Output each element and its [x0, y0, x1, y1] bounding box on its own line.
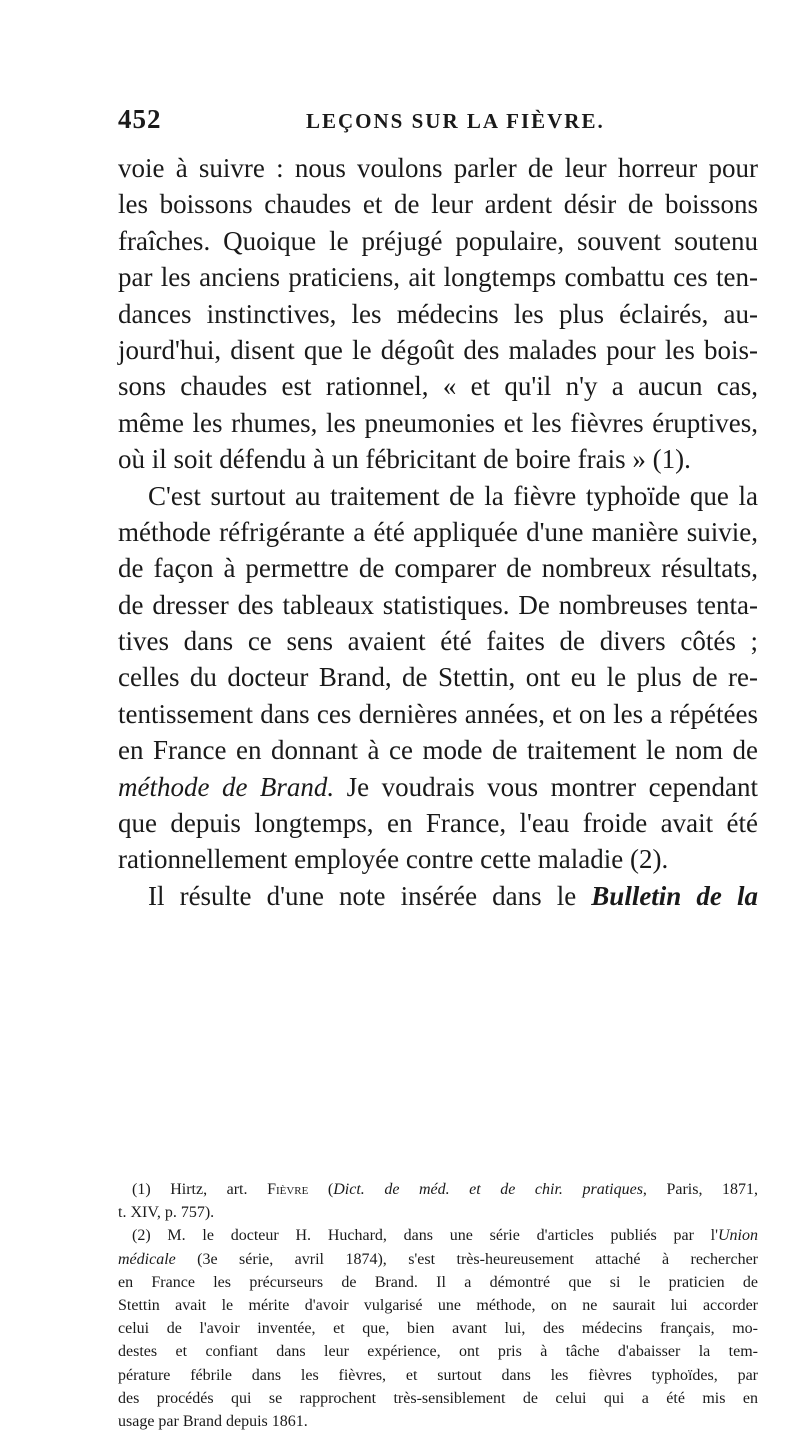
text-line: de dresser des tableaux statistiques. De nombreuses tenta-: [118, 589, 758, 620]
footnote-line: des procédés qui se rapprochent très-sensiblement de celui qui a été mis en: [118, 1389, 758, 1407]
text-line: jourd'hui, disent que le dégoût des malades pour les bois-: [118, 334, 758, 365]
footnote-line: [118, 1248, 758, 1271]
footnote-1: [118, 1178, 758, 1201]
text-fragment: (2) M. le docteur H. Huchard, dans une série d'articles publiés par l': [132, 1227, 718, 1245]
text-line: que depuis longtemps, en France, l'eau froide avait été: [118, 808, 758, 839]
text-line: sons chaudes est rationnel, « et qu'il n'y a aucun cas,: [118, 371, 758, 402]
footnote-line: Stettin avait le mérite d'avoir vulgarisé une méthode, on ne saurait lui accorder: [118, 1296, 758, 1314]
footnote-line: destes et confiant dans leur expérience, ont pris à tâche d'abaisser la tem-: [118, 1343, 758, 1361]
text-fragment: (3e série, avril 1874), s'est très-heureusement attaché à rechercher: [175, 1250, 758, 1268]
text-line: où il soit défendu à un fébricitant de boire frais » (1).: [118, 444, 691, 475]
journal-title-cont: médicale: [118, 1250, 176, 1268]
journal-title: Union: [718, 1227, 758, 1245]
text-line: dances instinctives, les médecins les plus éclairés, au-: [118, 298, 758, 329]
text-fragment: , Paris, 1871,: [642, 1181, 759, 1198]
footnote-line: pérature fébrile dans les fièvres, et surtout dans les fièvres typhoïdes, par: [118, 1366, 758, 1384]
footnote-line: en France les précurseurs de Brand. Il a démontré que si le praticien de: [118, 1273, 758, 1291]
text-line: en France en donnant à ce mode de traitement le nom de: [118, 735, 758, 766]
footnote-2: [118, 1224, 758, 1247]
footnote-line: celui de l'avoir inventée, et que, bien avant lui, des médecins français, mo-: [118, 1320, 758, 1338]
text-fragment: (: [308, 1181, 334, 1198]
text-line: rationnellement employée contre cette maladie (2).: [118, 844, 669, 875]
running-title: LEÇONS SUR LA FIÈVRE.: [306, 109, 605, 133]
page-number: 452: [118, 104, 162, 134]
page-header: [118, 104, 758, 140]
footnote-line: usage par Brand depuis 1861.: [118, 1412, 308, 1430]
footnote-line: t. XIV, p. 757).: [118, 1204, 215, 1222]
text-line: tentissement dans ces dernières années, et on les a répétées: [118, 698, 758, 729]
footnotes: [118, 1178, 758, 1433]
text-line: voie à suivre : nous voulons parler de leur horreur pour: [118, 153, 758, 183]
text-line: [118, 878, 758, 914]
text-line: même les rhumes, les pneumonies et les fièvres éruptives,: [118, 407, 758, 438]
text-line: celles du docteur Brand, de Stettin, ont eu le plus de re-: [118, 662, 758, 693]
text-fragment: (1) Hirtz, art.: [132, 1181, 268, 1198]
text-fragment: Il résulte d'une note insérée dans le: [148, 880, 592, 911]
text-line: C'est surtout au traitement de la fièvre typhoïde que la: [148, 480, 758, 511]
text-line: de façon à permettre de comparer de nombreux résultats,: [118, 553, 758, 584]
method-name: méthode de Brand.: [118, 771, 335, 802]
text-line: tives dans ce sens avaient été faites de divers côtés ;: [118, 626, 758, 657]
text-line: les boissons chaudes et de leur ardent désir de boissons: [118, 189, 758, 220]
article-title: Fièvre: [267, 1181, 309, 1198]
text-line: méthode réfrigérante a été appliquée d'une manière suivie,: [118, 516, 758, 547]
text-fragment: Je voudrais vous montrer cependant: [334, 771, 759, 802]
main-text: [118, 150, 758, 914]
text-line: [118, 769, 758, 805]
text-line: fraîches. Quoique le préjugé populaire, souvent soutenu: [118, 225, 758, 256]
text-line: par les anciens praticiens, ait longtemps combattu ces ten-: [118, 262, 758, 293]
dictionary-title: Dict. de méd. et de chir. pratiques: [333, 1181, 643, 1198]
bulletin-title: Bulletin de la: [591, 880, 758, 911]
